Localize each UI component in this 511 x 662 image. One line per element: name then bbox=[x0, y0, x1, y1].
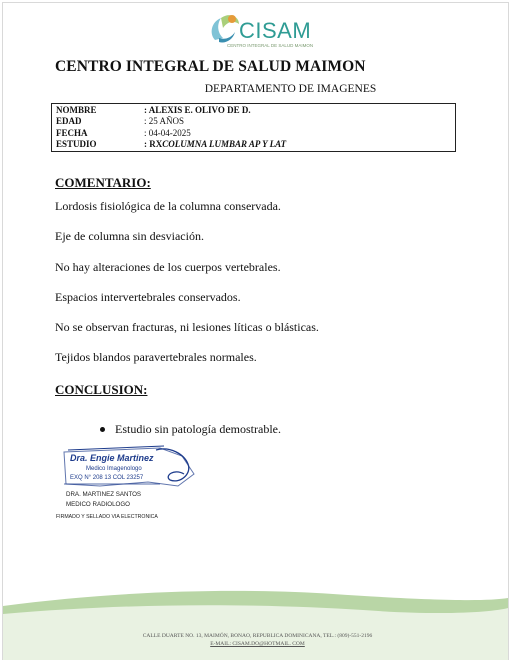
doctor-stamp bbox=[60, 444, 200, 492]
finding-item: No se observan fracturas, ni lesiones líticas o blásticas. bbox=[55, 320, 319, 335]
signature-title: MEDICO RADIOLOGO bbox=[66, 500, 130, 508]
name-value: : ALEXIS E. OLIVO DE D. bbox=[144, 105, 251, 115]
conclusion-list bbox=[100, 422, 281, 437]
age-value: : 25 AÑOS bbox=[144, 116, 185, 127]
signature-name: DRA. MARTINEZ SANTOS bbox=[66, 491, 142, 498]
date-value: : 04-04-2025 bbox=[144, 127, 191, 138]
finding-item: Eje de columna sin desviación. bbox=[55, 229, 204, 244]
study-value bbox=[162, 139, 286, 150]
stamp-role: Medico Imagenologo bbox=[86, 466, 142, 472]
finding-item: Tejidos blandos paravertebrales normales. bbox=[55, 350, 257, 365]
conclusion-text: Estudio sin patología demostrable. bbox=[115, 422, 281, 436]
patient-name-row bbox=[56, 105, 451, 116]
department-title: DEPARTAMENTO DE IMAGENES bbox=[204, 83, 377, 95]
footer-address: CALLE DUARTE NO. 13, MAIMÓN, BONAO, REPUBLICA DOMINICANA, TEL.: (809)-551-2196 bbox=[142, 633, 373, 639]
patient-study-row bbox=[56, 139, 451, 150]
signature-block bbox=[66, 490, 141, 509]
patient-info-box bbox=[51, 103, 456, 152]
logo-tagline: CENTRO INTEGRAL DE SALUD MAIMON bbox=[227, 43, 314, 48]
finding-item: Espacios intervertebrales conservados. bbox=[55, 289, 241, 304]
conclusion-item bbox=[100, 422, 281, 437]
comentario-heading: COMENTARIO: bbox=[55, 175, 151, 190]
electronic-signature-note: FIRMADO Y SELLADO VIA ELECTRONICA bbox=[56, 514, 158, 520]
date-label: FECHA bbox=[56, 127, 88, 138]
study-label: ESTUDIO bbox=[56, 138, 97, 149]
conclusion-heading: CONCLUSION: bbox=[55, 382, 148, 397]
cisam-logo bbox=[205, 10, 317, 52]
logo-wordmark: CISAM bbox=[239, 18, 312, 43]
name-label: NOMBRE bbox=[56, 105, 97, 115]
findings-list bbox=[55, 199, 319, 381]
stamp-name: Dra. Engie Martinez bbox=[70, 453, 154, 463]
finding-item: No hay alteraciones de los cuerpos vertebrales. bbox=[55, 259, 281, 274]
footer-email-link[interactable]: E-MAIL: CISAM.DO@HOTMAIL. COM bbox=[210, 641, 305, 647]
patient-date-row bbox=[56, 128, 451, 139]
study-value-text: COLUMNA LUMBAR AP Y LAT bbox=[162, 138, 287, 149]
finding-item: Lordosis fisiológica de la columna conservada. bbox=[55, 199, 281, 213]
footer-wave bbox=[3, 588, 508, 660]
center-title: CENTRO INTEGRAL DE SALUD MAIMON bbox=[55, 58, 366, 75]
study-prefix: : RX bbox=[144, 138, 163, 149]
age-label: EDAD bbox=[56, 116, 82, 127]
bullet-icon bbox=[100, 427, 105, 432]
patient-age-row bbox=[56, 116, 451, 127]
stamp-exequatur: EXQ N° 208 13 COL 23257 bbox=[70, 475, 144, 481]
